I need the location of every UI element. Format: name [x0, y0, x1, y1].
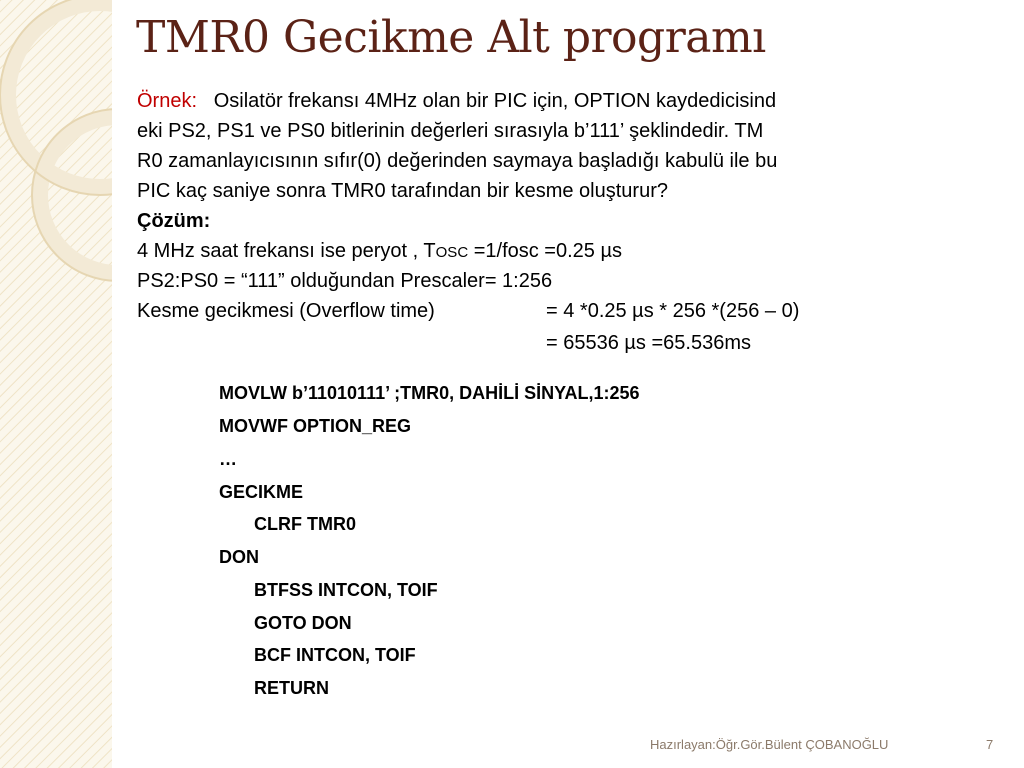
- slide-title: TMR0 Gecikme Alt programı: [136, 12, 766, 63]
- code-line: DON: [219, 547, 259, 567]
- code-line: GECIKME: [219, 482, 304, 502]
- solution-line-1-prefix: 4 MHz saat frekansı ise peryot , T: [137, 240, 436, 262]
- code-line: MOVWF OPTION_REG: [219, 416, 412, 436]
- code-line: RETURN: [254, 678, 329, 698]
- example-line-1: [137, 86, 776, 116]
- solution-line-4-right: = 65536 µs =65.536ms: [546, 332, 751, 354]
- code-line: BTFSS INTCON, TOIF: [254, 580, 438, 600]
- example-line-3: R0 zamanlayıcısının sıfır(0) değerinden saymaya başladığı kabulü ile bu: [137, 150, 778, 172]
- footer-author: Hazırlayan:Öğr.Gör.Bülent ÇOBANOĞLU: [650, 737, 889, 752]
- code-line: CLRF TMR0: [254, 514, 356, 534]
- solution-line-1-suffix: =1/fosc =0.25 µs: [468, 240, 622, 262]
- code-line: GOTO DON: [254, 613, 352, 633]
- example-line-4: PIC kaç saniye sonra TMR0 tarafından bir kesme oluşturur?: [137, 180, 668, 202]
- solution-line-3-right: = 4 *0.25 µs * 256 *(256 – 0): [546, 300, 800, 322]
- code-line: BCF INTCON, TOIF: [254, 645, 416, 665]
- solution-line-1: [137, 236, 622, 268]
- example-text-1: Osilatör frekansı 4MHz olan bir PIC için, OPTION kaydedicisind: [213, 90, 777, 112]
- tosc-subscript: OSC: [435, 244, 469, 261]
- solution-label: Çözüm:: [137, 210, 211, 232]
- example-label: Örnek:: [137, 90, 198, 112]
- code-line: MOVLW b’11010111’ ;TMR0, DAHİLİ SİNYAL,1:256: [219, 383, 640, 403]
- solution-line-3-left: Kesme gecikmesi (Overflow time): [137, 300, 435, 322]
- solution-line-2: PS2:PS0 = “111” olduğundan Prescaler= 1:256: [137, 270, 553, 292]
- code-line: …: [219, 449, 237, 469]
- page-number: 7: [986, 737, 994, 752]
- example-line-2: eki PS2, PS1 ve PS0 bitlerinin değerleri sırasıyla b’111’ şeklindedir. TM: [137, 120, 764, 142]
